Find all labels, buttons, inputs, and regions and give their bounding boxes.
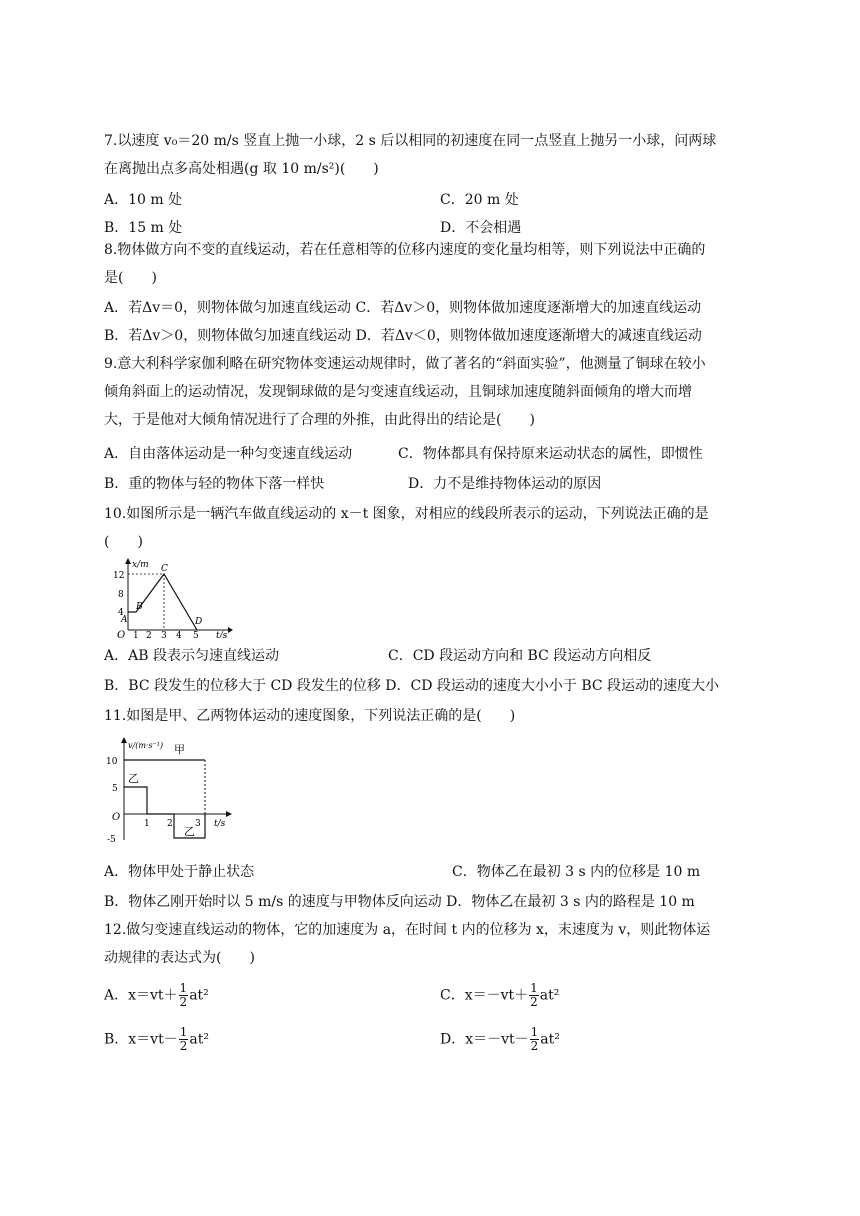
q10-ylabel: x/m (132, 560, 149, 570)
q9-option-b: B．重的物体与轻的物体下落一样快 (104, 476, 325, 492)
q7-option-d: D．不会相遇 (440, 220, 522, 236)
q11-origin: O (112, 812, 121, 823)
q12-option-b-text: B．x＝vt－ (104, 1031, 178, 1048)
q12-option-d (440, 1026, 560, 1053)
q10-xtick-3: 3 (161, 631, 167, 638)
q11-ytick-neg5: -5 (107, 835, 116, 845)
q10-ytick-12: 12 (113, 571, 125, 581)
q10-point-b: B (136, 602, 143, 612)
q9-option-a: A．自由落体运动是一种匀变速直线运动 (104, 446, 353, 462)
q10-xlabel: t/s (216, 631, 228, 638)
q9-option-c: C．物体都具有保持原来运动状态的属性，即惯性 (398, 446, 703, 462)
q9-stem-line3: 大，于是他对大倾角情况进行了合理的外推，由此得出的结论是( ) (104, 412, 535, 428)
q11-xlabel: t/s (214, 819, 226, 829)
q10-xt-graph (104, 558, 234, 638)
q11-vt-graph (104, 736, 234, 848)
q7-option-b: B．15 m 处 (104, 220, 183, 236)
q10-stem-line2: ( ) (104, 534, 143, 550)
q12-option-a-text: A．x＝vt＋ (104, 987, 178, 1004)
q12-option-c-text: C．x＝－vt＋ (440, 987, 529, 1004)
q12-option-d-tail: at² (540, 1031, 560, 1048)
q8-options-ac: A．若Δv＝0，则物体做匀加速直线运动 C．若Δv＞0，则物体做加速度逐渐增大的加速直线运动 (104, 300, 702, 316)
q12-stem-line2: 动规律的表达式为( ) (104, 950, 255, 966)
q7-stem-line1: 7.以速度 v₀＝20 m/s 竖直上抛一小球，2 s 后以相同的初速度在同一点竖直上抛另一小球，问两球 (104, 133, 717, 149)
q12-option-b-tail: at² (189, 1031, 209, 1048)
q11-ylabel: v/(m·s⁻¹) (128, 741, 164, 750)
fraction-one-half: $\frac{1}{2}$ (530, 981, 538, 1009)
q11-options-bd: B．物体乙刚开始时以 5 m/s 的速度与甲物体反向运动 D．物体乙在最初 3 s 内的路程是 10 m (104, 894, 695, 910)
q7-option-c: C．20 m 处 (440, 192, 519, 208)
q10-stem-line1: 10.如图所示是一辆汽车做直线运动的 x－t 图象，对相应的线段所表示的运动，下列说法正确的是 (104, 506, 709, 522)
q10-ytick-8: 8 (118, 590, 124, 600)
q9-stem-line2: 倾角斜面上的运动情况，发现铜球做的是匀变速直线运动，且铜球加速度随斜面倾角的增大而增 (104, 384, 692, 400)
q11-option-a: A．物体甲处于静止状态 (104, 864, 255, 880)
q12-option-a-tail: at² (189, 987, 209, 1004)
q10-options-bd: B．BC 段发生的位移大于 CD 段发生的位移 D．CD 段运动的速度大小小于 BC 段运动的速度大小 (104, 678, 720, 694)
fraction-one-half: $\frac{1}{2}$ (179, 981, 188, 1009)
q12-option-a (104, 982, 209, 1009)
q10-xtick-2: 2 (146, 631, 152, 638)
q10-origin: O (117, 630, 126, 638)
q11-ytick-10: 10 (106, 757, 118, 767)
q11-label-yi-top: 乙 (128, 772, 139, 785)
q8-stem-line1: 8.物体做方向不变的直线运动，若在任意相等的位移内速度的变化量均相等，则下列说法中正确的 (104, 242, 706, 258)
q11-xtick-1: 1 (144, 819, 150, 829)
q10-ytick-4: 4 (118, 608, 124, 618)
q10-point-d: D (195, 617, 203, 627)
q10-xtick-4: 4 (176, 631, 182, 638)
q7-option-a: A．10 m 处 (104, 192, 183, 208)
q12-option-c-tail: at² (539, 987, 560, 1004)
q11-xtick-2: 2 (167, 819, 173, 829)
q7-stem-line2: 在离抛出点多高处相遇(g 取 10 m/s²)( ) (104, 161, 379, 177)
q12-stem-line1: 12.做匀变速直线运动的物体，它的加速度为 a，在时间 t 内的位移为 x，末速度为 v，则此物体运 (104, 922, 711, 938)
q12-option-d-text: D．x＝－vt－ (440, 1031, 529, 1048)
q11-ytick-5: 5 (112, 784, 118, 794)
q10-point-a: A (121, 615, 128, 625)
fraction-one-half: $\frac{1}{2}$ (179, 1025, 188, 1053)
q10-option-c: C．CD 段运动方向和 BC 段运动方向相反 (388, 648, 652, 664)
q11-label-yi-bottom: 乙 (184, 825, 195, 838)
q9-option-d: D．力不是维持物体运动的原因 (408, 476, 602, 492)
q10-xtick-1: 1 (133, 631, 139, 638)
q10-option-a: A．AB 段表示匀速直线运动 (104, 648, 279, 664)
q8-stem-line2: 是( ) (104, 270, 157, 286)
q12-option-b (104, 1026, 209, 1053)
q11-xtick-3: 3 (195, 819, 201, 829)
q12-option-c (440, 982, 559, 1009)
q10-xtick-5: 5 (193, 631, 199, 638)
q10-point-c: C (161, 564, 168, 574)
q11-label-jia: 甲 (174, 743, 185, 756)
q11-stem-line1: 11.如图是甲、乙两物体运动的速度图象，下列说法正确的是( ) (104, 708, 516, 724)
q8-options-bd: B．若Δv＞0，则物体做匀加速直线运动 D．若Δv＜0，则物体做加速度逐渐增大的减速直线运动 (104, 328, 702, 344)
fraction-one-half: $\frac{1}{2}$ (530, 1025, 539, 1053)
q11-option-c: C．物体乙在最初 3 s 内的位移是 10 m (452, 864, 701, 880)
q9-stem-line1: 9.意大利科学家伽利略在研究物体变速运动规律时，做了著名的“斜面实验”，他测量了铜球在较小 (104, 356, 706, 372)
